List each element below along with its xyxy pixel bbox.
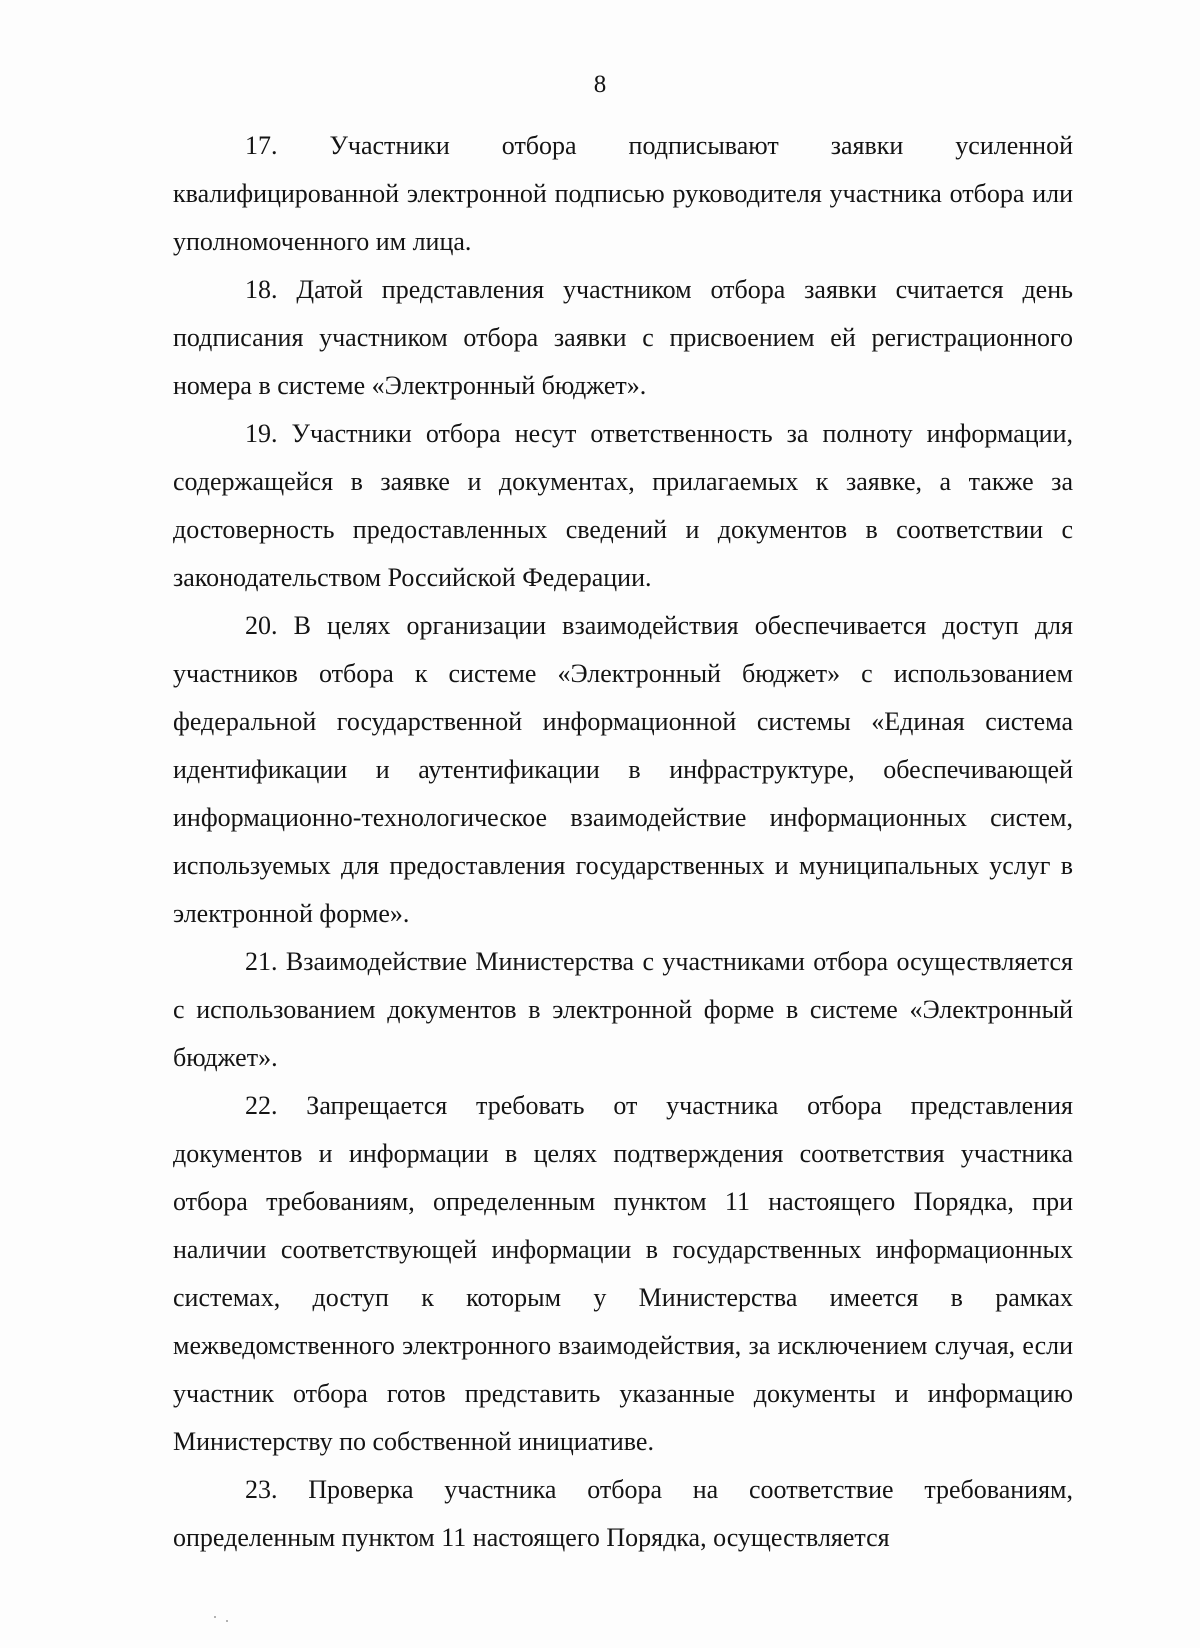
- paragraph-18: 18. Датой представления участником отбора заявки считается день подписания участником отбора заявки с присвоением ей регистрационного номера в системе «Электронный бюджет».: [173, 275, 1073, 400]
- page-number: 8: [593, 71, 607, 98]
- paragraph-17: 17. Участники отбора подписывают заявки усиленной квалифицированной электронной подписью руководителя участника отбора или уполномоченного им лица.: [173, 131, 1073, 256]
- scan-speck: [226, 1620, 228, 1622]
- paragraph-22: 22. Запрещается требовать от участника отбора представления документов и информации в целях подтверждения соответствия участника отбора требованиям, определенным пунктом 11 настоящего Порядка, при наличии соответствующей информации в государственных информационных системах, доступ к которым у Министерства имеется в рамках межведомственного электронного взаимодействия, за исключением случая, если участник отбора готов представить указанные документы и информацию Министерству по собственной инициативе.: [173, 1091, 1073, 1456]
- paragraph-20: 20. В целях организации взаимодействия обеспечивается доступ для участников отбора к системе «Электронный бюджет» с использованием федеральной государственной информационной системы «Единая система идентификации и аутентификации в инфраструктуре, обеспечивающей информационно-технологическое взаимодействие информационных систем, используемых для предоставления государственных и муниципальных услуг в электронной форме».: [173, 611, 1073, 928]
- paragraph-21: 21. Взаимодействие Министерства с участниками отбора осуществляется с использованием документов в электронной форме в системе «Электронный бюджет».: [173, 947, 1073, 1072]
- paragraph-23: 23. Проверка участника отбора на соответствие требованиям, определенным пунктом 11 настоящего Порядка, осуществляется: [173, 1475, 1073, 1552]
- scan-speck: [214, 1616, 216, 1618]
- document-body: [173, 122, 1073, 1562]
- paragraph-19: 19. Участники отбора несут ответственность за полноту информации, содержащейся в заявке и документах, прилагаемых к заявке, а также за достоверность предоставленных сведений и документов в соответствии с законодательством Российской Федерации.: [173, 419, 1073, 592]
